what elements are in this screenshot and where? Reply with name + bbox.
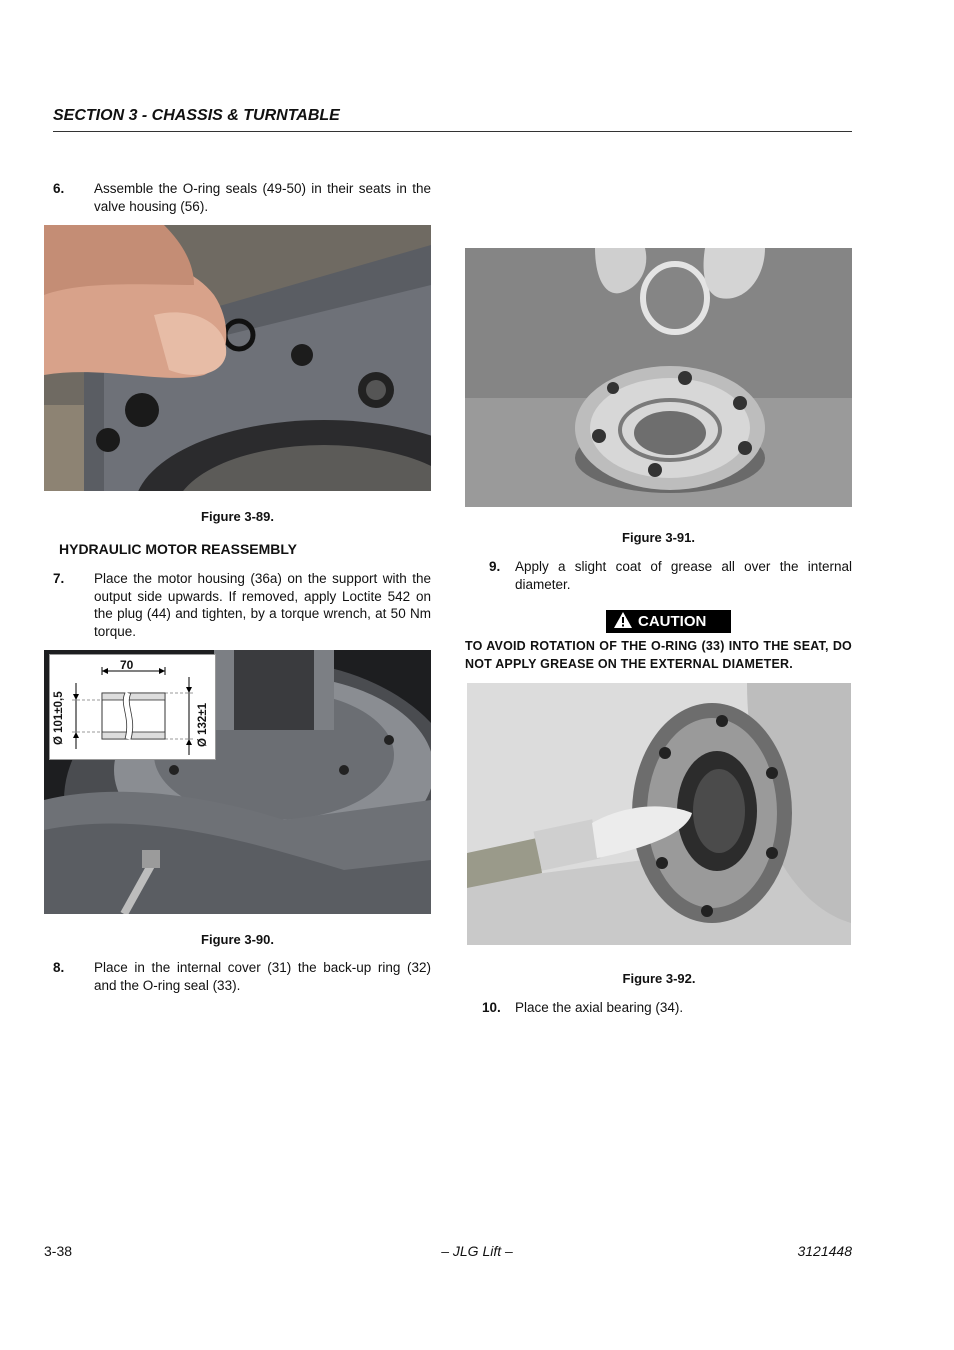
figure-3-92-caption: Figure 3-92. — [622, 971, 696, 986]
figure-3-89-caption: Figure 3-89. — [201, 509, 274, 524]
step-text: Place the motor housing (36a) on the support with the output side upwards. If removed, apply Loctite 542 on the plug (44) and tighten, by a torque wrench, at 50 Nm torque. — [94, 571, 431, 639]
document-number: 3121448 — [797, 1243, 852, 1259]
caution-badge — [606, 610, 731, 633]
step-number: 10. — [482, 1000, 501, 1015]
figure-3-90-photo — [44, 650, 431, 914]
figure-3-91-photo — [465, 248, 852, 507]
step-8 — [53, 959, 431, 995]
figure-3-92-photo — [467, 683, 851, 945]
dimension-length: 70 — [120, 658, 134, 672]
step-text: Apply a slight coat of grease all over the internal diameter. — [515, 559, 852, 592]
warning-triangle-icon — [614, 612, 632, 632]
step-7 — [53, 570, 431, 642]
dimension-outer-diameter: Ø 132±1 — [197, 702, 209, 747]
figure-3-90-caption: Figure 3-90. — [201, 932, 274, 947]
header-rule — [53, 131, 852, 132]
dimension-inner-diameter: Ø 101±0,5 — [53, 691, 65, 745]
step-text: Place the axial bearing (34). — [515, 1000, 684, 1015]
figure-3-89-photo — [44, 225, 431, 491]
dimension-diagram — [49, 654, 216, 760]
caution-label: CAUTION — [638, 613, 707, 630]
step-number: 7. — [53, 571, 65, 586]
step-text: Assemble the O-ring seals (49-50) in their seats in the valve housing (56). — [94, 181, 431, 214]
step-text: Place in the internal cover (31) the back-up ring (32) and the O-ring seal (33). — [94, 960, 431, 993]
caution-text: TO AVOID ROTATION OF THE O-RING (33) INTO THE SEAT, DO NOT APPLY GREASE ON THE EXTERNAL DIAMETER. — [465, 639, 852, 671]
step-number: 8. — [53, 960, 65, 975]
step-number: 9. — [489, 559, 501, 574]
section-title: SECTION 3 - CHASSIS & TURNTABLE — [53, 107, 340, 124]
step-10 — [474, 999, 852, 1017]
step-9 — [474, 558, 852, 594]
page-number: 3-38 — [44, 1243, 73, 1259]
step-6 — [53, 180, 431, 216]
section-heading-hydraulic-motor: HYDRAULIC MOTOR REASSEMBLY — [59, 541, 298, 557]
figure-3-91-caption: Figure 3-91. — [622, 530, 695, 545]
step-number: 6. — [53, 181, 65, 196]
footer-center: – JLG Lift – — [441, 1243, 513, 1259]
